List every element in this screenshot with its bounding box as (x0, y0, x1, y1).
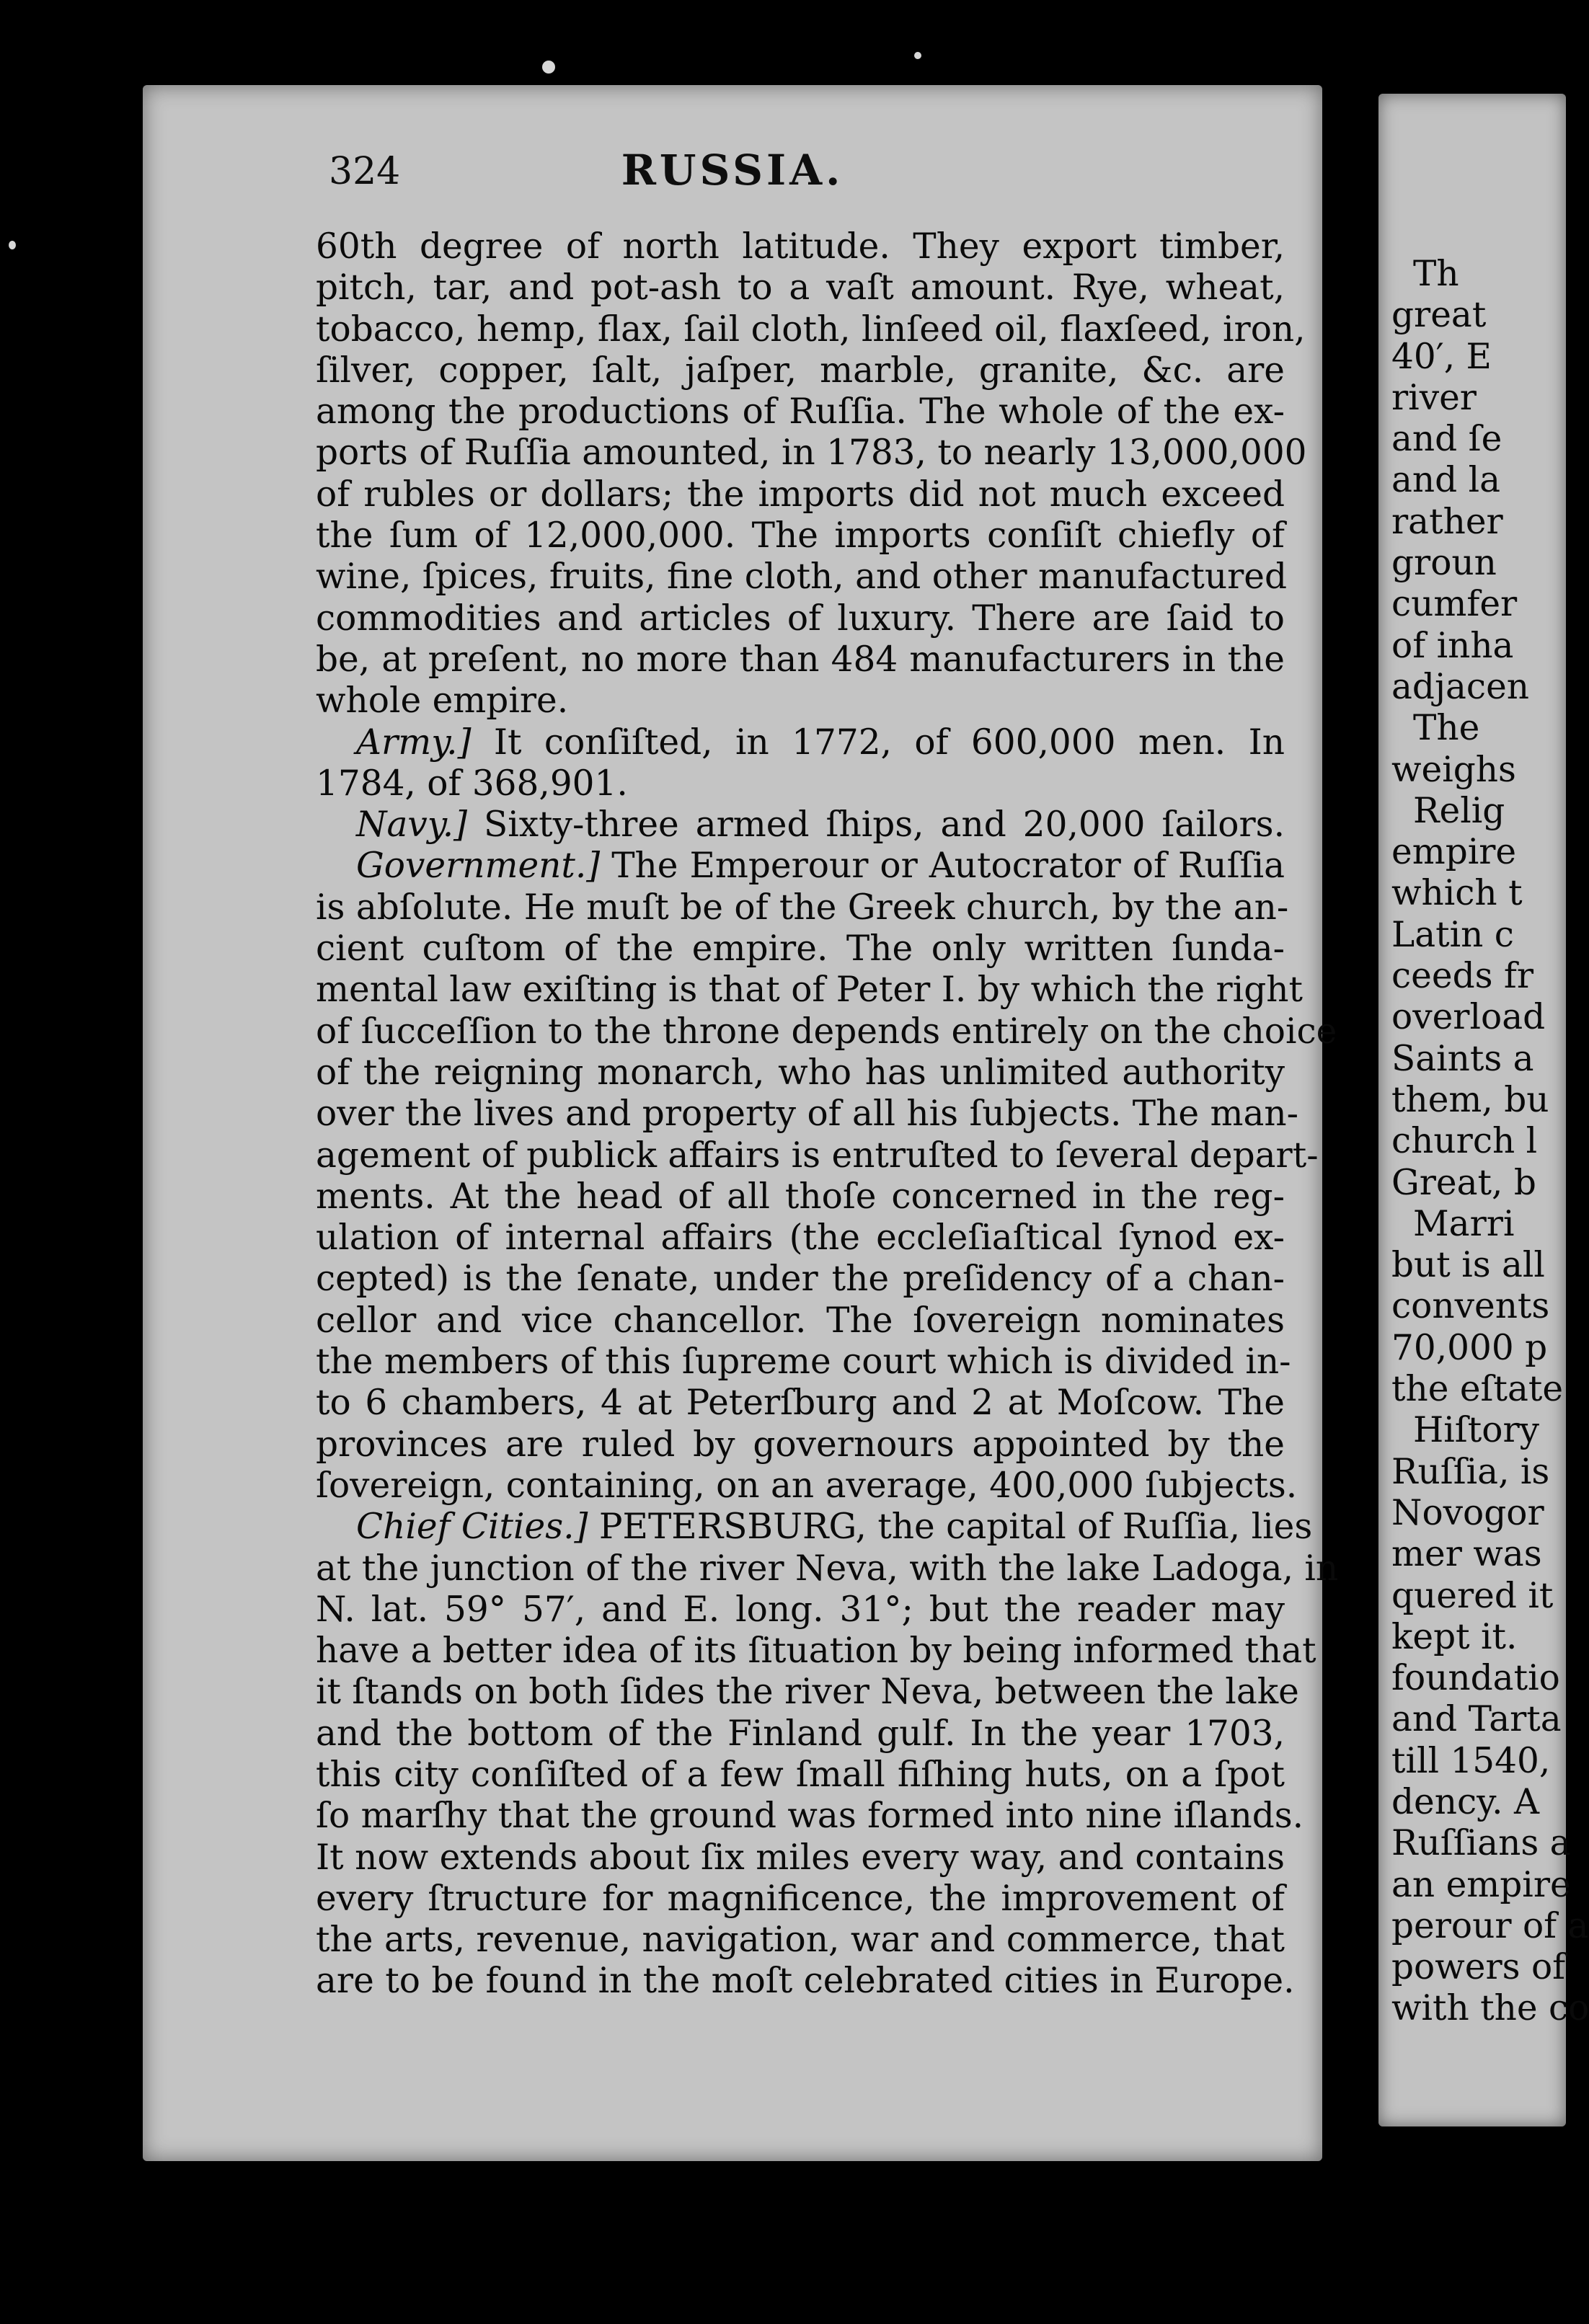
body-text (316, 226, 1339, 2003)
text-line (316, 1300, 1285, 1341)
facing-line: but is all (1391, 1245, 1545, 1286)
section-label: Chief Cities.] (356, 1507, 588, 1548)
text-line (316, 1879, 1285, 1920)
text-line (316, 763, 1285, 804)
facing-line: till 1540, (1391, 1740, 1551, 1781)
text-line (316, 1796, 1304, 1837)
line-text: the ſum of 12,000,000. The imports conſiſt chiefly of (316, 515, 1285, 556)
line-text: to 6 chambers, 4 at Peterſburg and 2 at Moſcow. The (316, 1383, 1285, 1424)
facing-line: an empire (1391, 1864, 1571, 1905)
text-line (316, 1589, 1285, 1631)
facing-line: 70,000 p (1391, 1327, 1548, 1368)
dust-speck (542, 61, 555, 74)
text-line (316, 1218, 1285, 1259)
text-line (316, 928, 1285, 970)
section-label: Army.] (356, 722, 472, 763)
line-text: the arts, revenue, navigation, war and commerce, that (316, 1920, 1285, 1961)
dust-speck (914, 52, 921, 59)
line-text: ſovereign, containing, on an average, 400,000 ſubjects. (316, 1465, 1298, 1506)
text-line (316, 1920, 1285, 1961)
line-text: Sixty-three armed ſhips, and 20,000 ſailors. (467, 804, 1285, 846)
facing-line: empire (1391, 832, 1517, 873)
page-heading: RUSSIA. (621, 146, 844, 195)
line-text: tobacco, hemp, flax, ſail cloth, linſeed oil, flaxſeed, iron, (316, 309, 1306, 350)
text-line (316, 1424, 1285, 1465)
line-text: mental law exiſting is that of Peter I. by which the right (316, 970, 1303, 1011)
facing-line: which t (1391, 873, 1523, 914)
line-text: the members of this ſupreme court which is divided in- (316, 1341, 1291, 1383)
line-text: have a better idea of its ſituation by being informed that (316, 1631, 1316, 1672)
text-line (316, 474, 1285, 515)
facing-line: and ſe (1391, 419, 1502, 460)
text-line (316, 1672, 1299, 1713)
section-label: Navy.] (356, 804, 468, 846)
text-line (316, 226, 1285, 267)
facing-line: them, bu (1391, 1079, 1549, 1120)
line-text: it ſtands on both ſides the river Neva, between the lake (316, 1672, 1299, 1713)
facing-line: ceeds fr (1391, 956, 1534, 997)
facing-line: Novogor (1391, 1492, 1544, 1533)
facing-line: Ruſſians a (1391, 1823, 1571, 1864)
line-text: among the productions of Ruſſia. The whole of the ex- (316, 391, 1285, 433)
facing-line: and Tarta (1391, 1699, 1562, 1740)
facing-line: of inha (1391, 625, 1514, 666)
facing-line: rather (1391, 501, 1503, 542)
text-line (316, 350, 1285, 391)
line-text: 1784, of 368,901. (316, 763, 628, 804)
line-text: whole empire. (316, 680, 569, 722)
line-text: at the junction of the river Neva, with the lake Ladoga, in (316, 1548, 1339, 1589)
facing-line: powers of (1391, 1947, 1566, 1988)
facing-line: overload (1391, 997, 1546, 1038)
facing-line: great (1391, 295, 1487, 336)
text-line (316, 1837, 1285, 1879)
facing-line: groun (1391, 543, 1497, 584)
line-text: wine, ſpices, fruits, fine cloth, and other manufactured (316, 556, 1288, 598)
line-text: of rubles or dollars; the imports did not much exceed (316, 474, 1285, 515)
facing-line: Hiſtory (1413, 1410, 1540, 1451)
line-text: over the lives and property of all his ſubjects. The man- (316, 1094, 1299, 1135)
facing-page-fragment (1378, 94, 1589, 2126)
facing-line: dency. A (1391, 1781, 1539, 1822)
text-line (316, 1713, 1285, 1755)
facing-line: quered it (1391, 1575, 1554, 1616)
facing-line: Saints a (1391, 1038, 1534, 1079)
line-text: The Emperour or Autocrator of Ruſſia (600, 846, 1285, 887)
facing-line: weighs (1391, 749, 1516, 790)
text-line (316, 1011, 1337, 1052)
text-line (316, 1052, 1285, 1094)
dust-speck (9, 241, 16, 249)
facing-line: church l (1391, 1121, 1538, 1162)
line-text: It now extends about ſix miles every way, and contains (316, 1837, 1285, 1878)
text-line (316, 680, 1285, 722)
text-line (316, 1507, 1313, 1548)
text-line (316, 1094, 1299, 1135)
facing-line: convents (1391, 1286, 1550, 1327)
facing-line: Relig (1413, 790, 1505, 831)
line-text: cepted) is the ſenate, under the preſidency of a chan- (316, 1259, 1285, 1300)
facing-line: Th (1413, 254, 1459, 294)
line-text: ulation of internal affairs (the eccleſiaſtical ſynod ex- (316, 1218, 1285, 1259)
line-text: be, at preſent, no more than 484 manufacturers in the (316, 639, 1285, 680)
text-line (316, 887, 1289, 928)
facing-line: and la (1391, 460, 1501, 501)
text-line (316, 1176, 1285, 1218)
facing-line: Ruſſia, is (1391, 1451, 1550, 1492)
facing-line: kept it. (1391, 1616, 1518, 1657)
text-line (316, 1383, 1285, 1424)
text-line (316, 722, 1285, 763)
facing-line: The (1413, 708, 1480, 749)
section-label: Government.] (356, 846, 601, 887)
facing-line: Great, b (1391, 1162, 1536, 1203)
left-page (143, 85, 1339, 2161)
text-line (316, 804, 1285, 846)
line-text: is abſolute. He muſt be of the Greek church, by the an- (316, 887, 1289, 928)
text-line (316, 1465, 1298, 1507)
text-line (316, 1341, 1291, 1383)
line-text: PETERSBURG, the capital of Ruſſia, lies (588, 1507, 1313, 1548)
facing-line: with the co (1391, 1988, 1589, 2029)
text-line (316, 267, 1285, 309)
line-text: ſilver, copper, ſalt, jaſper, marble, granite, &c. are (316, 350, 1285, 391)
text-line (316, 1961, 1295, 2002)
line-text: N. lat. 59° 57′, and E. long. 31°; but the reader may (316, 1589, 1285, 1630)
line-text: of ſucceſſion to the throne depends entirely on the choice (316, 1011, 1337, 1052)
line-text: commodities and articles of luxury. There are ſaid to (316, 598, 1285, 639)
line-text: of the reigning monarch, who has unlimited authority (316, 1052, 1285, 1093)
facing-line: 40′, E (1391, 336, 1492, 377)
text-line (316, 1135, 1319, 1176)
text-line (316, 1548, 1339, 1589)
line-text: cient cuſtom of the empire. The only written ſunda- (316, 928, 1285, 970)
line-text: pitch, tar, and pot-ash to a vaſt amount. Rye, wheat, (316, 267, 1285, 309)
text-line (316, 1755, 1285, 1796)
page-number: 324 (329, 150, 401, 193)
text-line (316, 1259, 1285, 1300)
facing-line: Latin c (1391, 914, 1514, 955)
line-text: cellor and vice chancellor. The ſovereign nominates (316, 1300, 1285, 1341)
facing-line: adjacen (1391, 666, 1530, 707)
text-line (316, 639, 1285, 680)
line-text: provinces are ruled by governours appointed by the (316, 1424, 1285, 1465)
line-text: It conſiſted, in 1772, of 600,000 men. In (471, 722, 1285, 763)
facing-line: cumfer (1391, 584, 1518, 625)
line-text: 60th degree of north latitude. They export timber, (316, 226, 1285, 267)
line-text: ports of Ruſſia amounted, in 1783, to nearly 13,000,000 (316, 433, 1307, 474)
facing-line: Marri (1413, 1203, 1515, 1244)
line-text: and the bottom of the Finland gulf. In the year 1703, (316, 1713, 1285, 1754)
text-line (316, 846, 1285, 887)
facing-line: the eſtate (1391, 1369, 1564, 1410)
text-line (316, 391, 1285, 433)
text-line (316, 598, 1285, 639)
facing-line: foundatio (1391, 1658, 1560, 1699)
facing-line: river (1391, 377, 1477, 418)
facing-page-text (1391, 254, 1589, 2030)
line-text: ſo marſhy that the ground was formed into nine iſlands. (316, 1796, 1304, 1837)
line-text: this city conſiſted of a few ſmall fiſhing huts, on a ſpot (316, 1754, 1285, 1795)
text-line (316, 515, 1285, 556)
text-line (316, 309, 1306, 350)
text-line (316, 556, 1288, 598)
text-line (316, 1631, 1316, 1672)
line-text: every ſtructure for magnificence, the improvement of (316, 1878, 1285, 1919)
facing-line: mer was (1391, 1534, 1542, 1575)
line-text: agement of publick affairs is entruſted to ſeveral depart- (316, 1135, 1319, 1176)
running-head (316, 146, 1149, 203)
text-line (316, 970, 1303, 1011)
line-text: are to be found in the moſt celebrated cities in Europe. (316, 1961, 1295, 2002)
line-text: ments. At the head of all thoſe concerned in the reg- (316, 1176, 1285, 1217)
text-line (316, 433, 1307, 474)
facing-line: perour of a (1391, 1905, 1589, 1946)
